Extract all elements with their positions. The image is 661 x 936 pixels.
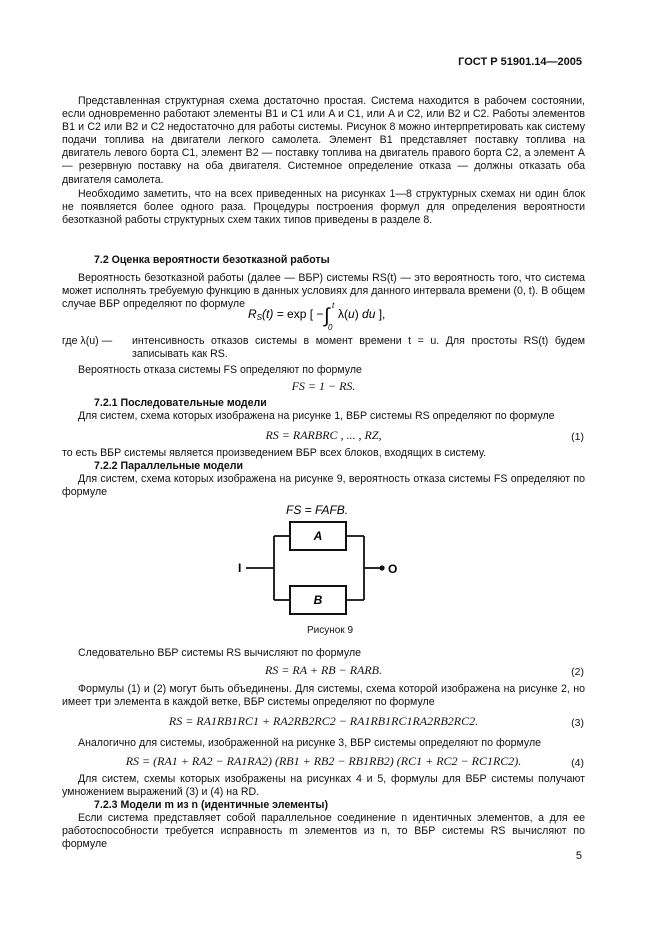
formula-1-text: RS = RARBRC , ... , RZ, bbox=[265, 428, 382, 442]
figure-9-formula: FS = FAFB. bbox=[286, 503, 349, 517]
formula-4-number: (4) bbox=[571, 757, 584, 769]
formula-reliability-main bbox=[62, 298, 585, 332]
section-7-2-3-title: 7.2.3 Модели m из n (идентичные элементы) bbox=[94, 799, 328, 811]
formula-series bbox=[62, 429, 585, 442]
section-7-2-1 bbox=[62, 397, 585, 423]
section-7-2-1-tail bbox=[62, 447, 585, 460]
section-7-2-paragraph-1: Вероятность безотказной работы (далее — ВБР) системы RS(t) — это вероятность того, что система может исполнять требуемую функцию в данных условиях для данного интервала времени (0, t). В общем случае ВБР определяют по формуле bbox=[62, 272, 585, 311]
formula-failure-probability bbox=[62, 380, 585, 393]
section-7-2-2-paragraph-1: Для систем, схема которых изображена на рисунке 9, вероятность отказа системы FS определяют по формуле bbox=[62, 473, 585, 499]
formula-fs-text: FS = 1 − RS. bbox=[291, 379, 356, 393]
formula-reliability-svg bbox=[62, 298, 585, 332]
section-7-2-2-paragraph-4: Аналогично для системы, изображенной на рисунке 3, ВБР системы определяют по формуле bbox=[78, 737, 542, 749]
section-7-2-1-title: 7.2.1 Последовательные модели bbox=[94, 397, 267, 409]
intro-block bbox=[62, 95, 585, 227]
formula-parallel bbox=[62, 664, 585, 677]
section-7-2-1-paragraph-1: Для систем, схема которых изображена на рисунке 1, ВБР системы RS определяют по формуле bbox=[78, 410, 555, 423]
block-a-label: A bbox=[313, 529, 323, 543]
failure-probability-intro bbox=[62, 364, 585, 377]
section-7-2-2-title: 7.2.2 Параллельные модели bbox=[94, 460, 243, 472]
where-clause bbox=[62, 335, 585, 363]
section-7-2-2-p5 bbox=[62, 773, 585, 799]
formula-3-text: RS = RA1RB1RC1 + RA2RB2RC2 − RA1RB1RC1RA2RB2RC2. bbox=[168, 714, 479, 728]
section-7-2-paragraph-2: Вероятность отказа системы FS определяют по формуле bbox=[78, 364, 362, 376]
section-7-2-2-p3 bbox=[62, 683, 585, 709]
intro-paragraph-2: Необходимо заметить, что на всех приведенных на рисунках 1—8 структурных схемах ни один блок не появляется более одного раза. Процедуры построения формул для определения вероятности безотказной работы структурных схем таких типов приведены в разделе 8. bbox=[62, 187, 585, 226]
formula-2-text: RS = RA + RB − RARB. bbox=[264, 663, 383, 677]
section-7-2-2-paragraph-5: Для систем, схемы которых изображены на рисунках 4 и 5, формулы для ВБР системы получают умножением выражений (3) и (4) на RD. bbox=[62, 773, 585, 799]
formula-2-number: (2) bbox=[571, 666, 584, 678]
section-7-2-3-paragraph-1: Если система представляет собой параллельное соединение n идентичных элементов, а для ее работоспособности требуется исправность m элементов из n, то ВБР системы RS вычисляют по формуле bbox=[62, 812, 585, 851]
formula-multi-branch bbox=[62, 755, 585, 768]
figure-9 bbox=[230, 500, 430, 622]
where-label: где λ(u) — bbox=[62, 335, 113, 347]
block-b-label: B bbox=[313, 593, 323, 607]
output-label: O bbox=[388, 562, 398, 576]
section-7-2-title: 7.2 Оценка вероятности безотказной работы bbox=[94, 254, 330, 266]
section-7-2-2-p4 bbox=[62, 737, 585, 750]
section-7-2-1-paragraph-2: то есть ВБР системы является произведением ВБР всех блоков, входящих в систему. bbox=[62, 447, 487, 459]
section-7-2-2-paragraph-3: Формулы (1) и (2) могут быть объединены. Для системы, схема которой изображена на рисунке 2, но имеет три элемента в каждой ветке, ВБР системы определяют по формуле bbox=[62, 683, 585, 709]
section-7-2-2-paragraph-2: Следовательно ВБР системы RS вычисляют по формуле bbox=[78, 647, 362, 659]
integral-sign: ∫ bbox=[324, 305, 330, 327]
formula-integrand: λ(u) du ], bbox=[338, 307, 386, 321]
section-7-2-2 bbox=[62, 460, 585, 499]
section-7-2-2-p2 bbox=[62, 647, 585, 660]
output-node bbox=[379, 565, 384, 570]
formula-3-number: (3) bbox=[571, 717, 584, 729]
section-7-2-3 bbox=[62, 799, 585, 851]
figure-9-diagram bbox=[230, 500, 430, 622]
intro-paragraph-1: Представленная структурная схема достаточно простая. Система находится в рабочем состоянии, если одновременно работают элементы B1 и C1 или A и C1, или A и C2, или B2 и C2. Работы элементов B1 и C2 или B2 и C2 недостаточно для работы системы. Рисунок 8 можно интерпретировать как систему подачи топлива на двигатели легкого самолета. Элемент B1 представляет поставку топлива на двигатель левого борта C1, элемент B2 — поставку топлива на двигатель правого борта C2, а элемент A — резервную поставку на оба двигателя. Системное определение отказа — должны отказать оба двигателя самолета. bbox=[62, 95, 585, 186]
formula-1-number: (1) bbox=[571, 431, 584, 443]
formula-lhs: RS(t) = exp [ − bbox=[248, 307, 324, 322]
where-text: интенсивность отказов системы в момент времени t = u. Для простоты RS(t) будем записывать как RS. bbox=[132, 335, 585, 361]
integral-lower-limit: 0 bbox=[328, 323, 333, 332]
figure-9-caption: Рисунок 9 bbox=[306, 625, 354, 636]
integral-upper-limit: t bbox=[332, 301, 335, 310]
page-number: 5 bbox=[575, 850, 582, 862]
formula-combined bbox=[62, 715, 585, 728]
standard-header: ГОСТ Р 51901.14—2005 bbox=[458, 56, 582, 68]
formula-4-text: RS = (RA1 + RA2 − RA1RA2) (RB1 + RB2 − RB1RB2) (RC1 + RC2 − RC1RC2). bbox=[125, 754, 522, 768]
input-label: I bbox=[238, 561, 242, 575]
